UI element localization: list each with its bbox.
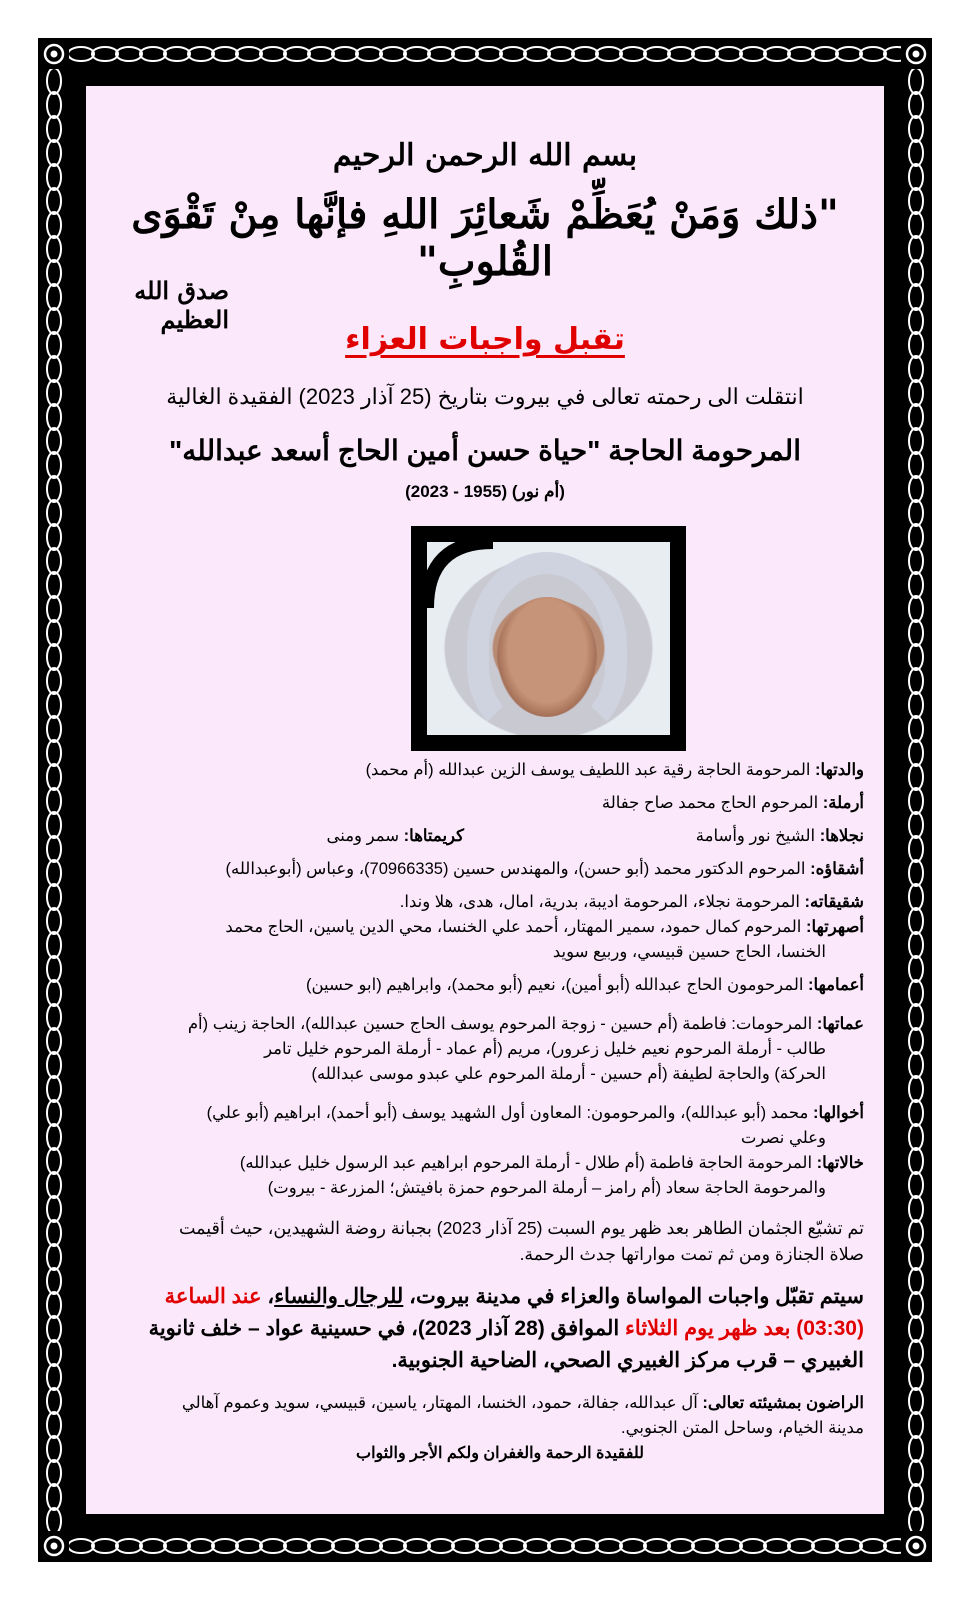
list-item [136, 1101, 864, 1126]
list-item [136, 1151, 864, 1176]
deceased-name: المرحومة الحاجة "حياة حسن أمين الحاج أسعد عبدالله" [169, 435, 801, 466]
daughters-label: كريمتاها: [403, 827, 464, 845]
basmala-heading: بسم الله الرحمن الرحيم [332, 138, 638, 173]
face-shape [497, 597, 597, 717]
funeral-info-continued: صلاة الجنازة ومن ثم تمت مواراتها جدث الرحمة. [519, 1244, 864, 1264]
corner-ornament [901, 39, 931, 69]
mother-label: والدتها: [815, 761, 864, 779]
list-item [136, 824, 864, 849]
daughters-value: سمر ومنى [326, 827, 400, 845]
announcement-time-label: عند الساعة [164, 1285, 262, 1308]
announcement-date-place: الموافق (28 آذار 2023)، في حسينية عواد – خلف [200, 1317, 626, 1340]
maternal-aunts-value: المرحومة الحاجة فاطمة (أم طلال - أرملة المرحوم ابراهيم عبد الرسول خليل عبدالله) [239, 1154, 813, 1172]
sons-value: الشيخ نور وأسامة [695, 827, 816, 845]
inlaws-value: المرحوم كمال حمود، سمير المهتار، أحمد علي الخنسا، محي الدين ياسين، الحاج محمد [225, 918, 802, 936]
chain-border-right [901, 69, 931, 1533]
list-item-continued: الخنسا، الحاج حسين قبيسي، وربيع سويد [552, 943, 826, 961]
family-list [136, 758, 864, 1466]
sisters-label: شقيقاته: [804, 893, 864, 911]
corner-ornament [901, 1531, 931, 1561]
list-item [136, 890, 864, 915]
sons-label: نجلاها: [819, 827, 864, 845]
chain-border-bottom [69, 1531, 903, 1561]
notice-body [84, 84, 886, 1516]
list-item [136, 857, 864, 882]
list-item [136, 758, 864, 783]
mourners-value: آل عبدالله، جفالة، حمود، الخنسا، المهتار، ياسين، قبيسي، سويد وعموم آهالي [181, 1394, 703, 1412]
inlaws-label: أصهرتها: [805, 918, 864, 936]
list-item-continued: وعلي نصرت [740, 1129, 826, 1147]
decorative-border-frame [38, 38, 932, 1562]
mother-value: المرحومة الحاجة رقية عبد اللطيف يوسف الزين عبدالله (أم محمد) [365, 761, 811, 779]
intro-line: انتقلت الى رحمته تعالى في بيروت بتاريخ (25 آذار 2023) الفقيدة الغالية [166, 384, 804, 409]
sisters-value: المرحومة نجلاء، المرحومة اديبة، بدرية، امال، هدى، هلا وندا. [399, 893, 800, 911]
quran-verse: "ذلك وَمَنْ يُعَظِّمْ شَعائِرَ اللهِ فإنَّها مِنْ تَقْوَى القُلوبِ" [131, 191, 839, 285]
announcement-location: ثانوية الغبيري – قرب مركز الغبيري الصحي، الضاحية الجنوبية. [148, 1317, 864, 1372]
deceased-photo [411, 526, 686, 751]
uncles-label: أعمامها: [808, 976, 864, 994]
list-item [136, 791, 864, 816]
notice-title: تقبل واجبات العزاء [345, 322, 625, 357]
condolence-announcement [136, 1281, 864, 1377]
brothers-label: أشقاؤه: [810, 860, 864, 878]
mourners-line [136, 1391, 864, 1416]
mourners-line-continued: مدينة الخيام، وساحل المتن الجنوبي. [621, 1419, 864, 1437]
closing-prayer: للفقيدة الرحمة والغفران ولكم الأجر والثواب [356, 1445, 644, 1462]
list-item [136, 915, 864, 940]
maternal-aunts-label: خالاتها: [816, 1154, 864, 1172]
announcement-underlined: للرجال والنساء [274, 1285, 404, 1308]
aunts-label: عماتها: [816, 1015, 864, 1033]
chain-border-left [39, 69, 69, 1533]
widow-label: أرملة: [822, 794, 864, 812]
brothers-value: المرحوم الدكتور محمد (أبو حسن)، والمهندس حسين (70966335)، وعباس (أبوعبدالله) [225, 860, 806, 878]
maternal-uncles-label: أخوالها: [812, 1104, 864, 1122]
announcement-comma: ، [261, 1285, 275, 1308]
announcement-text: سيتم تقبّل واجبات المواساة والعزاء في مدينة بيروت، [403, 1285, 864, 1308]
deceased-years: (أم نور) (1955 - 2023) [405, 482, 565, 501]
funeral-info: تم تشيّع الجثمان الطاهر بعد ظهر يوم السبت (25 آذار 2023) بجبانة روضة الشهيدين، حيث أقيمت [178, 1218, 864, 1238]
chain-border-top [69, 39, 903, 69]
corner-ornament [39, 39, 69, 69]
list-item [136, 973, 864, 998]
mourning-ribbon-icon [411, 526, 511, 626]
corner-ornament [39, 1531, 69, 1561]
aunts-value: المرحومات: فاطمة (أم حسين - زوجة المرحوم يوسف الحاج حسين عبدالله)، الحاجة زينب (أم [187, 1015, 813, 1033]
list-item [136, 1012, 864, 1037]
maternal-uncles-value: محمد (أبو عبدالله)، والمرحومون: المعاون أول الشهيد يوسف (أبو أحمد)، ابراهيم (أبو علي) [206, 1104, 809, 1122]
announcement-time: (03:30) بعد ظهر يوم الثلاثاء [625, 1317, 864, 1340]
uncles-value: المرحومون الحاج عبدالله (أبو أمين)، نعيم (أبو محمد)، وابراهيم (ابو حسين) [305, 976, 804, 994]
sadaq-line: صدق الله العظيم [134, 276, 229, 334]
list-item-continued: طالب - أرملة المرحوم نعيم خليل زعرور)، مريم (أم عماد - أرملة المرحوم خليل تامر [264, 1040, 826, 1058]
widow-value: المرحوم الحاج محمد صاح جفالة [601, 794, 819, 812]
list-item-continued: والمرحومة الحاجة سعاد (أم رامز – أرملة المرحوم حمزة بافيتش؛ المزرعة - بيروت) [267, 1179, 826, 1197]
list-item-continued: الحركة) والحاجة لطيفة (أم حسين - أرملة المرحوم علي عبدو موسى عبدالله) [311, 1065, 826, 1083]
mourners-label: الراضون بمشيئته تعالى: [702, 1394, 864, 1412]
